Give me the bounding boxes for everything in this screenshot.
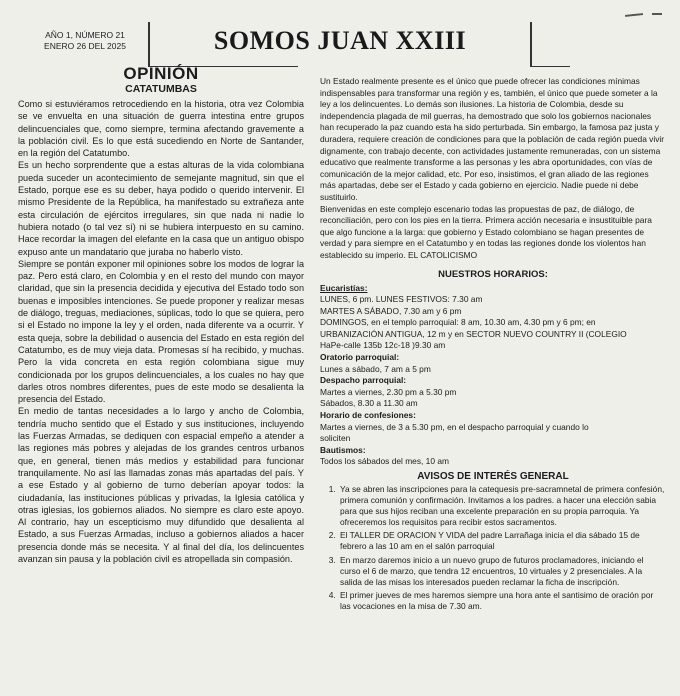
article-paragraph: En medio de tantas necesidades a lo largo y ancho de Colombia, tendría mucho sentido que el Estado y sus instituciones, incluyendo las Fuerzas Armadas, se dediquen con espacial empeño a atender a las regiones más pobres y alejadas de los grandes centros urbanos que, en general, tienen más medios y estabilidad para funcionar tranquilamente. No así las llamadas zonas más apartadas del país. Y a ese Estado y al gobierno de turno deberían apoyar todos: la ciudadanía, las instituciones públicas y privadas, la Iglesia católica y otras iglesias, los gobiernos aliados. No siempre es claro este apoyo. Al contrario, hay un escepticismo muy difundido que desalienta al Estado, a sus Fuerzas Armadas, incluso a gobiernos aliados a hacer presencia donde más se necesita. Y al final del día, los delincuentes avanzan sin pausa y la población civil es atropellada sin compasión. bbox=[18, 406, 304, 564]
schedule-heading-eucaristias: Eucaristías: bbox=[320, 282, 368, 293]
schedule-line: Martes a viernes, de 3 a 5.30 pm, en el despacho parroquial y cuando lo bbox=[320, 421, 589, 432]
section-title: OPINIÓN bbox=[123, 64, 199, 83]
schedule-heading-confesiones: Horario de confesiones: bbox=[320, 410, 416, 421]
schedule-line: HaPe-calle 135b 12c-18 )9.30 am bbox=[320, 340, 446, 351]
article-continuation-2: Bienvenidas en este complejo escenario todas las propuestas de paz, de diálogo, de reconciliación, pero con los pies en la tierra. Primera acción necesaria e insustituible para que algo funcione a la larga: que gobierno y Estado colombiano se hagan presentes de verdad y para siempre en el Catatumbo y en todas las regiones donde los violentos han establecido su imperio. EL CATOLICISMO bbox=[320, 203, 652, 260]
schedule-line: LUNES, 6 pm. LUNES FESTIVOS: 7.30 am bbox=[320, 294, 483, 305]
opinion-column bbox=[18, 64, 304, 565]
notice-item: 4. El primer jueves de mes haremos siempre una hora ante el santisimo de oración por las vocaciones en la misa de 7.30 am. bbox=[338, 590, 666, 612]
article-paragraph: Como si estuviéramos retrocediendo en la historia, otra vez Colombia se ve envuelta en una situación de guerra intestina entre grupos delincuenciales que, como siempre, termina afectando gravemente a la población civil. Es lo que está sucediendo en Norte de Santander, en la región del Catatumbo. bbox=[18, 99, 304, 159]
notice-item: 3. En marzo daremos inicio a un nuevo grupo de futuros proclamadores, iniciando el curso el 6 de marzo, que tendra 12 encuentros, 10 virtuales y 2 presenciales. A la salida de las misas los interesados pueden reclamar la ficha de inscripción. bbox=[338, 555, 666, 588]
right-column bbox=[320, 76, 666, 614]
article-title: CATATUMBAS bbox=[125, 83, 197, 95]
issue-number: AÑO 1, NÚMERO 21 bbox=[45, 30, 125, 40]
schedule-line: Sábados, 8.30 a 11.30 am bbox=[320, 398, 418, 409]
masthead-title: SOMOS JUAN XXIII bbox=[213, 26, 467, 55]
header-underline-right bbox=[530, 66, 570, 67]
schedule-heading-oratorio: Oratorio parroquial: bbox=[320, 352, 400, 363]
schedule-heading-bautismos: Bautismos: bbox=[320, 444, 366, 455]
schedule-title: NUESTROS HORARIOS: bbox=[438, 268, 548, 280]
schedule-line: soliciten bbox=[320, 433, 351, 444]
scan-mark bbox=[625, 13, 643, 16]
scan-mark-2 bbox=[652, 13, 662, 15]
article-paragraph: Siempre se pontán exponer mil opiniones sobre los modos de lograr la paz. Pero está claro, en Colombia y en el resto del mundo con mayor claridad, que sin la presencia decidida y ejecutiva del Estado todo son buenas e imposibles intenciones. Se puede proponer y realizar mesas de diálogo, treguas, mediaciones, súplicas, todo lo que se quiera, pero si el Estado no impone la ley y el orden, nada diferente va a ocurrir. Y esta queja, sobre la debilidad o ausencia del Estado en esta región del Catatumbo, es de muy vieja data. Promesas sí ha recibido, y muchas. Pero la vida concreta en esta región colombiana sigue muy condicionada por los grupos delincuenciales, a los cuales no hay que darles otros nombres diferentes, pues de este modo se desalienta la presencia del Estado. bbox=[18, 258, 304, 405]
notice-item: 1. Ya se abren las inscripciones para la catequesis pre-sacramnetal de primera confesión, primera comunión y confirmación. Invitamos a los padres. a hacer una elección sabia para que sus hijos reciban una excelente preparación en su propia parroquia. Ya ofreceremos los requisitos para recibir estos sacramentos. bbox=[338, 484, 666, 528]
schedule-line: URBANIZACIÓN ANTIGUA, 12 m y en SECTOR NUEVO COUNTRY II (COLEGIO bbox=[320, 328, 627, 339]
notice-item: 2. El TALLER DE ORACION Y VIDA del padre Larrañaga inicia el dia sábado 15 de febrero a las 10 am en el salón parroquial bbox=[338, 530, 666, 552]
schedule-line: MARTES A SÁBADO, 7.30 am y 6 pm bbox=[320, 305, 462, 316]
issue-date: ENERO 26 DEL 2025 bbox=[44, 41, 126, 51]
schedule-line: Todos los sábados del mes, 10 am bbox=[320, 456, 449, 467]
schedule-line: Martes a viernes, 2.30 pm a 5.30 pm bbox=[320, 386, 457, 397]
header-divider-right bbox=[530, 22, 532, 66]
notices-title: AVISOS DE INTERÉS GENERAL bbox=[417, 471, 569, 482]
schedule-line: Lunes a sábado, 7 am a 5 pm bbox=[320, 363, 431, 374]
notices-list bbox=[320, 484, 666, 612]
issue-info bbox=[30, 30, 140, 52]
header-divider-left bbox=[148, 22, 150, 66]
article-continuation: Un Estado realmente presente es el único que puede ofrecer las condiciones mínimas indispensables para transformar una región y es, también, el único que puede someter a la ley a los delincuentes. Lo demás son ilusiones. La historia de Colombia, desde su independencia plagada de mil guerras, ha demostrado que solo los gobiernos nacionales han recuperado la paz cuando esta ha sido perturbada. Sin embargo, la famosa paz justa y duradera, requiere creación de condiciones para que la población de cada región pueda vivir dignamente, con trabajo decente, con actividades justamente remuneradas, con un sistema educativo que realmente transforme a las personas y les abra oportunidades, con vías de comunicación de la mejor calidad, etc. Por eso, insistimos, el gran aliado de las regiones más apartadas, debe ser el Estado y cada gobierno en ejercicio. Nadie puede ni debe sustituirlo. bbox=[320, 76, 665, 202]
schedule-line: DOMINGOS, en el templo parroquial: 8 am, 10.30 am, 4.30 pm y 6 pm; en bbox=[320, 317, 596, 328]
schedule-heading-despacho: Despacho parroquial: bbox=[320, 375, 407, 386]
article-paragraph: Es un hecho sorprendente que a estas alturas de la vida colombiana pueda suceder un acontecimiento de semejante magnitud, sin que el Estado, porque ese es su deber, haya podido o querido intervenir. El mismo Presidente de la República, ha manifestado su extrañeza ante esta circulación de ejércitos irregulares, sin que nada ni nadie lo hubiera notado (o tal vez sí) ni se hubiera interpuesto en su camino. Hace recordar la imagen del elefante en la casa que un antiguo obispo expuso ante un mandatario que juraba no haberlo visto. bbox=[18, 160, 304, 257]
